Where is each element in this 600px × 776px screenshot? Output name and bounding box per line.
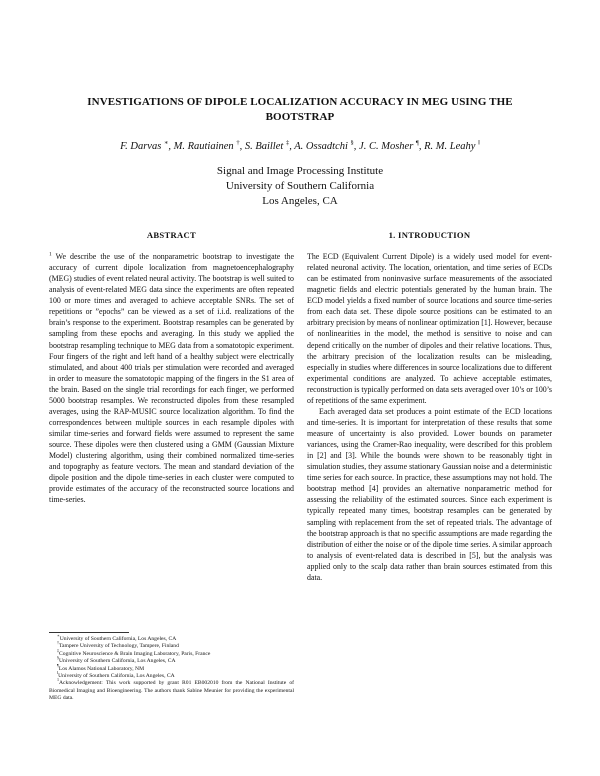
author-name: F. Darvas xyxy=(120,141,162,152)
footnote-mark: † xyxy=(57,640,59,646)
footnote-text: Tampere University of Technology, Tampere, Finland xyxy=(59,643,179,650)
author-mark: § xyxy=(350,139,354,147)
author-name: J. C. Mosher xyxy=(359,141,414,152)
abstract-heading: ABSTRACT xyxy=(146,230,197,240)
left-column xyxy=(49,230,294,505)
footnote-text: Los Alamos National Laboratory, NM xyxy=(58,665,145,672)
footnote-mark: ∗ xyxy=(57,633,60,639)
author-mark: ∗ xyxy=(163,139,169,147)
author-list: F. Darvas ∗, M. Rautiainen †, S. Baillet ‡, A. Ossadtchi §, J. C. Mosher ¶, R. M. Leahy ‖ xyxy=(120,139,480,152)
title-line-1: INVESTIGATIONS OF DIPOLE LOCALIZATION ACCURACY IN MEG USING THE xyxy=(87,96,513,108)
footnote-mark: 1 xyxy=(57,677,59,683)
footnote-text: Acknowledgement: This work supported by grant R01 EB002010 from the National Institute of Biomedical Imaging and Bioengineering. The authors thank Sabine Meunier for providing the experimental MEG data. xyxy=(49,680,294,702)
footnote-text: University of Southern California, Los Angeles, CA xyxy=(58,673,175,680)
acknowledgement-footnote xyxy=(49,677,294,702)
footnote-mark: ‡ xyxy=(57,647,59,653)
footnote xyxy=(49,655,294,665)
footnote-mark: ‖ xyxy=(57,670,59,676)
abstract-text xyxy=(49,251,294,505)
author-name: R. M. Leahy xyxy=(424,141,476,152)
author-mark: ‡ xyxy=(285,139,290,147)
affiliation-line-1: Signal and Image Processing Institute xyxy=(216,165,384,177)
footnote xyxy=(49,640,294,650)
footnote-rule xyxy=(49,632,129,633)
author-name: A. Ossadtchi xyxy=(294,141,348,152)
paper-title xyxy=(50,95,550,125)
right-column xyxy=(307,230,552,583)
author-mark: ¶ xyxy=(415,139,419,147)
author-mark: ‖ xyxy=(478,139,480,147)
introduction-heading: 1. INTRODUCTION xyxy=(388,230,471,240)
footnote xyxy=(49,662,294,676)
affiliation-line-2: University of Southern California xyxy=(225,180,375,192)
footnote-mark: § xyxy=(57,655,59,661)
abstract-body: We describe the use of the nonparametric bootstrap to investigate the accuracy of current dipole localization from magnetoencephalography (MEG) studies of event related neural activity. The bootstrap is well suited to analysis of event-related MEG data since the experiments are often repeated 100 or more times and averaged to achieve acceptable SNRs. The set of repetitions or ”epochs” can be viewed as a set of i.i.d. realizations of the brain’s response to the experiment. Bootstrap resamples can be generated by sampling from these epochs and averaging. In this study we applied the bootstrap resampling technique to MEG data from a somatotopic experiment. Four fingers of the right and left hand of a healthy subject were electrically stimulated, and about 400 trials per stimulation were recorded and averaged in order to measure the somatotopic mapping of the fingers in the S1 area of the brain. Based on the single trial recordings for each finger, we performed 5000 bootstrap resamples. We reconstructed dipoles from these resampled averages, using the RAP-MUSIC source localization algorithm. To find the correspondences between multiple sources in each resample dipoles with similar time-series and forward fields were assumed to represent the same source. These dipoles were then clustered using a GMM (Gaussian Mixture Model) clustering algorithm, using their combined normalized time-series and topography as feature vectors. The mean and standard deviation of the dipole position and the dipole time-series in each cluster were computed to provide estimates of the accuracy of the reconstructed source locations and time-series. xyxy=(49,252,294,505)
footnote-mark: ¶ xyxy=(57,662,59,668)
title-line-2: BOOTSTRAP xyxy=(265,111,335,123)
author-name: S. Baillet xyxy=(244,141,284,152)
footnote-text: Cognitive Neuroscience & Brain Imaging Laboratory, Paris, France xyxy=(59,650,211,657)
affiliation-line-3: Los Angeles, CA xyxy=(262,195,338,207)
introduction-paragraph-2: Each averaged data set produces a point estimate of the ECD locations and time-series. It is important for interpretation of these results that some measure of uncertainty is also provided. Lower bounds on parameter variances, using the Cramer-Rao inequality, were described for this problem in [2] and [3]. While the bounds were shown to be reasonably tight in simulation studies, they assume stationary Gaussian noise and a deterministic time series for each source. In practice, these assumptions may not hold. The bootstrap method [4] provides an alternative nonparametric method for assessing the reliability of the estimated sources. Since each experiment is typically repeated many times, bootstrap resamples can be generated by sampling with replacement from the set of repeated trials. The advantage of the bootstrap approach is that no specific assumptions are made regarding the distribution of either the noise or of the dipole time series. A similar approach to analysis of event-related data is described in [5], but the analysis was applied only to the scalp data rather than brain sources estimated from this data. xyxy=(307,406,552,582)
footnote-text: University of Southern California, Los Angeles, CA xyxy=(59,636,177,642)
author-name: M. Rautiainen xyxy=(173,141,234,152)
abstract-footnote-mark: 1 xyxy=(49,251,52,258)
affiliation-block xyxy=(100,164,500,209)
footnotes xyxy=(49,632,294,703)
footnote-text: University of Southern California, Los Angeles, CA xyxy=(59,658,176,665)
introduction-paragraph-1: The ECD (Equivalent Current Dipole) is a widely used model for event-related neuronal activity. The location, orientation, and time series of ECDs can be estimated from noninvasive surface measurements of the associated magnetic fields and electric potentials generated by the human brain. The ECD model yields a fixed number of source locations and source time-series from each data set. These dipole source positions can be estimated to an arbitrary precision by means of nonlinear optimization [1]. However, because of nonlinearities in the model, the method is sensitive to noise and can depend critically on the number of dipoles and their relative locations. Thus, the arbitrary precision of the localization results can be misleading, especially in studies where differences in source localizations due to different experimental conditions are analyzed. To achieve acceptable estimates, reconstruction is typically performed on data sets averaged over 10’s or 100’s of repetitions of the same experiment. xyxy=(307,252,552,405)
author-mark: † xyxy=(236,139,240,147)
